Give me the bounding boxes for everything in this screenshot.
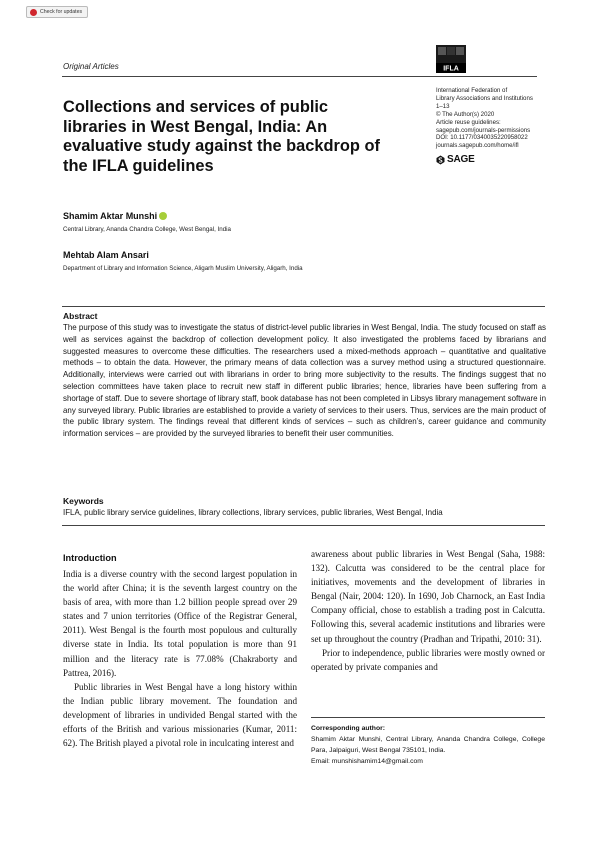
- ifla-logo: [436, 45, 466, 73]
- sage-logo: [436, 154, 475, 165]
- abstract-top-divider: [62, 306, 545, 307]
- author-1-affiliation: Central Library, Ananda Chandra College, West Bengal, India: [63, 226, 231, 233]
- abstract-bottom-divider: [62, 525, 545, 526]
- introduction-heading: Introduction: [63, 553, 117, 563]
- keywords-heading: Keywords: [63, 496, 104, 506]
- journal-info: [436, 87, 546, 150]
- corresponding-author-divider: [311, 717, 545, 718]
- page-range: 1–13: [436, 102, 450, 110]
- article-title: Collections and services of public libraries in West Bengal, India: An evaluative study against the backdrop of the IFLA guidelines: [63, 98, 380, 175]
- check-for-updates-label: Check for updates: [40, 9, 83, 15]
- journal-info-line: Library Associations and Institutions: [436, 94, 533, 102]
- journal-info-line: Article reuse guidelines:: [436, 118, 501, 126]
- crossmark-icon: [30, 9, 37, 16]
- body-column-left: [63, 567, 297, 750]
- orcid-icon[interactable]: [159, 212, 167, 220]
- sage-wordmark: SAGE: [447, 154, 475, 165]
- corresponding-author-email[interactable]: Email: munshishamim14@gmail.com: [311, 757, 423, 765]
- body-paragraph: awareness about public libraries in West Bengal (Saha, 1988: 132). Calcutta was considered to be the central place for initiatives, movements and the development of libraries in Bengal (Nair, 2004: 120). In 1690, Job Charnock, an East India Company official, chose to establish a trading post in Calcutta. Following this, several academic institutions and libraries were set up throughout the country (Pradhan and Tripathi, 2010: 31).: [311, 549, 545, 644]
- author-1: [63, 211, 167, 221]
- article-section-label: Original Articles: [63, 62, 119, 71]
- journal-home-link[interactable]: journals.sagepub.com/home/ifl: [436, 142, 519, 150]
- author-2-name: Mehtab Alam Ansari: [63, 250, 149, 260]
- header-divider: [62, 76, 537, 77]
- doi-link[interactable]: DOI: 10.1177/0340035220958022: [436, 134, 528, 142]
- abstract-text: The purpose of this study was to investigate the status of district-level public libraries in West Bengal, India. The study focused on staff as well as services against the backdrop of collection development policy. It also investigated the problems faced by librarians and suggested measures to overcome these difficulties. The researchers used a mixed-methods approach – quantitative and qualitative methods – to obtain the data. However, the primary means of data collection was a survey method using a structured questionnaire. Additionally, interviews were carried out with librarians in order to bring more subjectivity to the results. The findings suggest that no selection committees have taken place to recruit new staff in different public libraries; hence, libraries have been suffering from a shortage of staff. Due to severe shortage of library staff, book database has not been completed in Libsys library management software in any surveyed library. Public libraries are established to provide a variety of services to their users. Thus, services are the main product of the public library system. The findings reveal that different kinds of services – such as children’s, career guidance and community information services – are provided by the surveyed libraries to benefit their user communities.: [63, 323, 546, 439]
- author-1-name: Shamim Aktar Munshi: [63, 211, 158, 221]
- corresponding-author-address: Shamim Aktar Munshi, Central Library, Ananda Chandra College, College Para, Jalpaiguri, West Bengal 735101, India.: [311, 736, 545, 754]
- corresponding-author-details: [311, 735, 545, 767]
- copyright: © The Author(s) 2020: [436, 110, 495, 118]
- author-2-affiliation: Department of Library and Information Science, Aligarh Muslim University, Aligarh, India: [63, 265, 303, 272]
- body-column-right: [311, 547, 545, 674]
- corresponding-author-heading: Corresponding author:: [311, 725, 386, 732]
- abstract-heading: Abstract: [63, 311, 98, 321]
- keywords-text: IFLA, public library service guidelines, library collections, library services, public libraries, West Bengal, India: [63, 508, 443, 517]
- body-paragraph: India is a diverse country with the second largest population in the world after China; it is the seventh largest country on the basis of area, with more than 1.2 billion people spread over 29 states and 7 union territories (Office of the Registrar General, 2011). West Bengal is the fourth most populous and culturally diverse state in India. Its total population is more than 91 million and the literacy rate is 77.08% (Chakraborty and Pattrea, 2016).: [63, 569, 297, 678]
- permissions-link[interactable]: sagepub.com/journals-permissions: [436, 126, 531, 134]
- sage-icon: [436, 155, 445, 165]
- body-paragraph: Prior to independence, public libraries were mostly owned or operated by private companies and: [311, 647, 545, 672]
- ifla-logo-text: IFLA: [443, 65, 459, 73]
- body-paragraph: Public libraries in West Bengal have a long history within the Indian public library movement. The foundation and development of libraries in undivided Bengal started with the efforts of the British and various missionaries (Kumar, 2011: 62). The British played a pivotal role in inculcating interest and: [63, 681, 297, 749]
- journal-info-line: International Federation of: [436, 87, 508, 94]
- check-for-updates-badge[interactable]: [26, 6, 88, 18]
